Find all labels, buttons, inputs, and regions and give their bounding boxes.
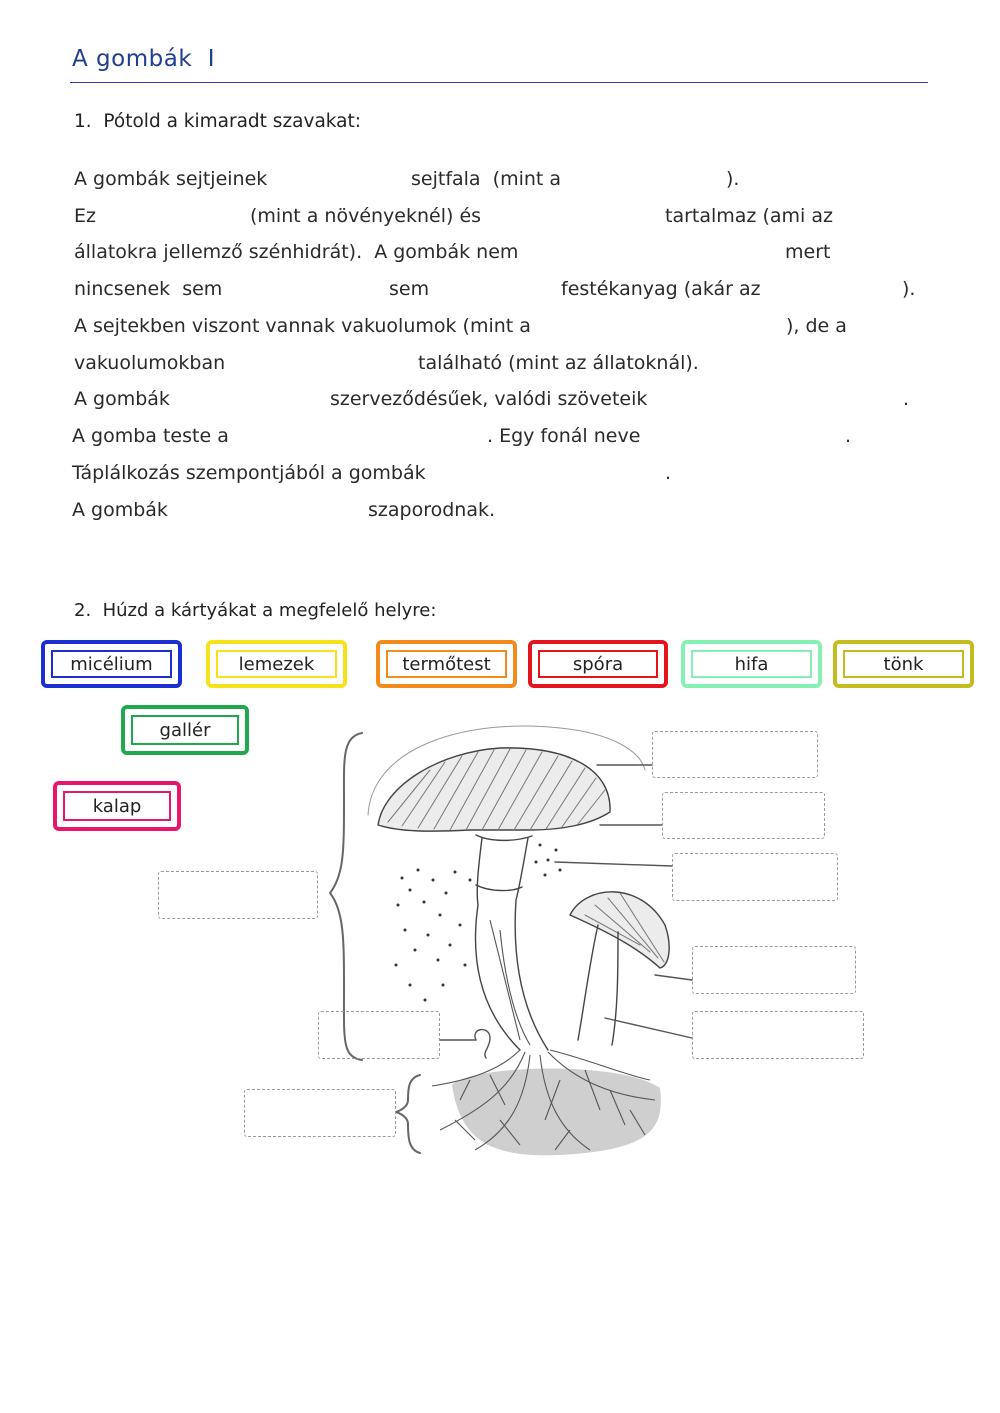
mushroom-diagram bbox=[150, 715, 720, 1165]
card-label: termőtest bbox=[402, 653, 491, 675]
task2-heading: 2. Húzd a kártyákat a megfelelő helyre: bbox=[74, 600, 437, 621]
card-label: hifa bbox=[734, 653, 769, 675]
text-segment: sejtfala (mint a bbox=[411, 168, 562, 190]
text-segment: . Egy fonál neve bbox=[487, 425, 641, 447]
text-segment: A gombák sejtjeinek bbox=[74, 168, 268, 190]
text-segment: A gomba teste a bbox=[72, 425, 229, 447]
text-segment: Ez bbox=[74, 205, 96, 227]
text-segment: szaporodnak. bbox=[368, 499, 496, 521]
card-termotest[interactable] bbox=[376, 640, 517, 688]
fill-in-text bbox=[0, 0, 1000, 530]
text-segment: . bbox=[665, 462, 672, 484]
card-label: tönk bbox=[883, 653, 924, 675]
text-segment: . bbox=[903, 388, 910, 410]
text-segment: sem bbox=[389, 278, 430, 300]
drop-zone[interactable] bbox=[158, 871, 318, 919]
card-micelium[interactable] bbox=[41, 640, 182, 688]
card-label: lemezek bbox=[238, 653, 315, 675]
text-segment: festékanyag (akár az bbox=[561, 278, 761, 300]
card-label: spóra bbox=[572, 653, 624, 675]
text-segment: A gombák bbox=[74, 388, 170, 410]
card-hifa[interactable] bbox=[681, 640, 822, 688]
text-segment: . bbox=[845, 425, 852, 447]
text-segment: ). bbox=[726, 168, 740, 190]
drop-zone[interactable] bbox=[652, 731, 818, 778]
text-segment: A gombák bbox=[72, 499, 168, 521]
text-segment: mert bbox=[785, 241, 831, 263]
drop-zone[interactable] bbox=[244, 1089, 396, 1137]
card-spora[interactable] bbox=[528, 640, 668, 688]
card-label: gallér bbox=[159, 719, 211, 741]
card-lemezek[interactable] bbox=[206, 640, 347, 688]
drop-zone[interactable] bbox=[692, 1011, 864, 1059]
text-segment: szerveződésűek, valódi szöveteik bbox=[330, 388, 648, 410]
text-segment: tartalmaz (ami az bbox=[665, 205, 833, 227]
text-segment: található (mint az állatoknál). bbox=[418, 352, 699, 374]
task1-heading: 1. Pótold a kimaradt szavakat: bbox=[74, 111, 361, 132]
text-segment: nincsenek sem bbox=[74, 278, 223, 300]
text-segment: A sejtekben viszont vannak vakuolumok (mint a bbox=[74, 315, 531, 337]
text-segment: Táplálkozás szempontjából a gombák bbox=[72, 462, 426, 484]
card-label: micélium bbox=[70, 653, 153, 675]
text-segment: ). bbox=[902, 278, 916, 300]
drop-zone[interactable] bbox=[318, 1011, 440, 1059]
card-label: kalap bbox=[92, 795, 142, 817]
drop-zone[interactable] bbox=[692, 946, 856, 994]
text-segment: (mint a növényeknél) és bbox=[250, 205, 482, 227]
text-segment: állatokra jellemző szénhidrát). A gombák nem bbox=[74, 241, 519, 263]
page-title: A gombák I bbox=[72, 46, 216, 72]
text-segment: vakuolumokban bbox=[74, 352, 226, 374]
drop-zone[interactable] bbox=[662, 792, 825, 839]
card-tonk[interactable] bbox=[833, 640, 974, 688]
text-segment: ), de a bbox=[786, 315, 847, 337]
drop-zone[interactable] bbox=[672, 853, 838, 901]
